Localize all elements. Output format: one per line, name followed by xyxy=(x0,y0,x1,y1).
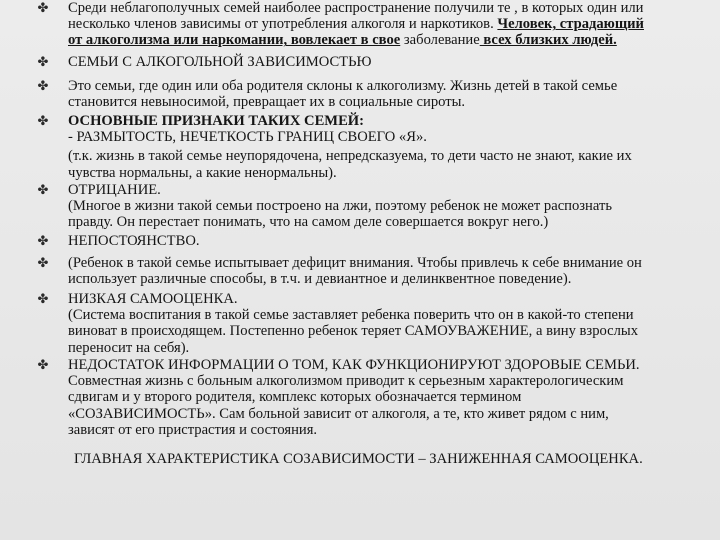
bullet-icon: ✤ xyxy=(37,292,49,307)
section-heading: НЕПОСТОЯНСТВО. xyxy=(68,233,200,249)
text-line: от алкоголизма или наркомании, вовлекает в свое заболевание всех близких людей. xyxy=(68,32,617,49)
section-heading: ОСНОВНЫЕ ПРИЗНАКИ ТАКИХ СЕМЕЙ: xyxy=(68,113,365,129)
bullet-icon: ✤ xyxy=(37,256,49,271)
item-text xyxy=(68,78,700,110)
item-text xyxy=(68,291,700,356)
bullet-icon: ✤ xyxy=(37,1,49,16)
text-line: зависят от его пристрастия и состояния. xyxy=(68,421,318,438)
text-line: виноват в происходящем. Постепенно ребенок теряет САМОУВАЖЕНИЕ, а вину взрослых xyxy=(68,323,639,340)
section-heading: СЕМЬИ С АЛКОГОЛЬНОЙ ЗАВИСИМОСТЬЮ xyxy=(68,54,372,70)
text-line: (Многое в жизни такой семьи построено на лжи, поэтому ребенок не может распознать xyxy=(68,198,612,215)
section-heading: ОТРИЦАНИЕ. xyxy=(68,182,161,198)
bullet-icon: ✤ xyxy=(37,114,49,129)
item-text xyxy=(68,255,700,287)
bullet-icon: ✤ xyxy=(37,55,49,70)
bullet-icon: ✤ xyxy=(37,79,49,94)
text-line: (т.к. жизнь в такой семье неупорядочена, непредсказуема, то дети часто не знают, какие их xyxy=(68,148,632,165)
bullet-icon: ✤ xyxy=(37,234,49,249)
item-text xyxy=(68,357,700,438)
text-line: использует различные способы, в т.ч. и девиантное и делинквентное поведение). xyxy=(68,271,572,288)
text-line: правду. Он перестает понимать, что на самом деле совершается вокруг него.) xyxy=(68,214,549,231)
text-line: - РАЗМЫТОСТЬ, НЕЧЕТКОСТЬ ГРАНИЦ СВОЕГО «Я». xyxy=(68,129,427,146)
text-line: Среди неблагополучных семей наиболее распространение получили те , в которых один или xyxy=(68,0,644,16)
text-line: Это семьи, где один или оба родителя склоны к алкоголизму. Жизнь детей в такой семье xyxy=(68,78,618,94)
item-text xyxy=(68,233,700,249)
text-line: (Ребенок в такой семье испытывает дефицит внимания. Чтобы привлечь к себе внимание он xyxy=(68,255,642,271)
text-line: чувства нормальны, а какие ненормальны). xyxy=(68,164,337,181)
bullet-icon: ✤ xyxy=(37,358,49,373)
text-line: (Система воспитания в такой семье заставляет ребенка поверить что он в какой-то степени xyxy=(68,307,634,324)
item-text xyxy=(68,0,700,49)
summary-text: ГЛАВНАЯ ХАРАКТЕРИСТИКА СОЗАВИСИМОСТИ – ЗАНИЖЕННАЯ САМООЦЕНКА. xyxy=(74,451,643,467)
bullet-icon: ✤ xyxy=(37,183,49,198)
text-line: сдвигам и у второго родителя, комплекс которых обозначается термином xyxy=(68,389,522,406)
item-text xyxy=(68,54,700,70)
highlight-text: Человек, страдающий xyxy=(497,16,644,33)
item-text xyxy=(68,113,700,181)
text-line: «СОЗАВИСИМОСТЬ». Сам больной зависит от алкоголя, а те, кто живет рядом с ним, xyxy=(68,405,609,422)
text-line: Совместная жизнь с больным алкоголизмом приводит к серьезным характерологическим xyxy=(68,373,624,390)
text-line: становится невыносимой, превращает их в социальные сироты. xyxy=(68,94,466,111)
text-line: переносит на себя). xyxy=(68,339,190,356)
section-heading: НЕДОСТАТОК ИНФОРМАЦИИ О ТОМ, КАК ФУНКЦИОНИРУЮТ ЗДОРОВЫЕ СЕМЬИ. xyxy=(68,357,640,373)
item-text xyxy=(68,182,700,231)
text-line: несколько членов зависимы от употребления алкоголя и наркотиков. Человек, страдающий xyxy=(68,16,644,33)
section-heading: НИЗКАЯ САМООЦЕНКА. xyxy=(68,291,238,307)
